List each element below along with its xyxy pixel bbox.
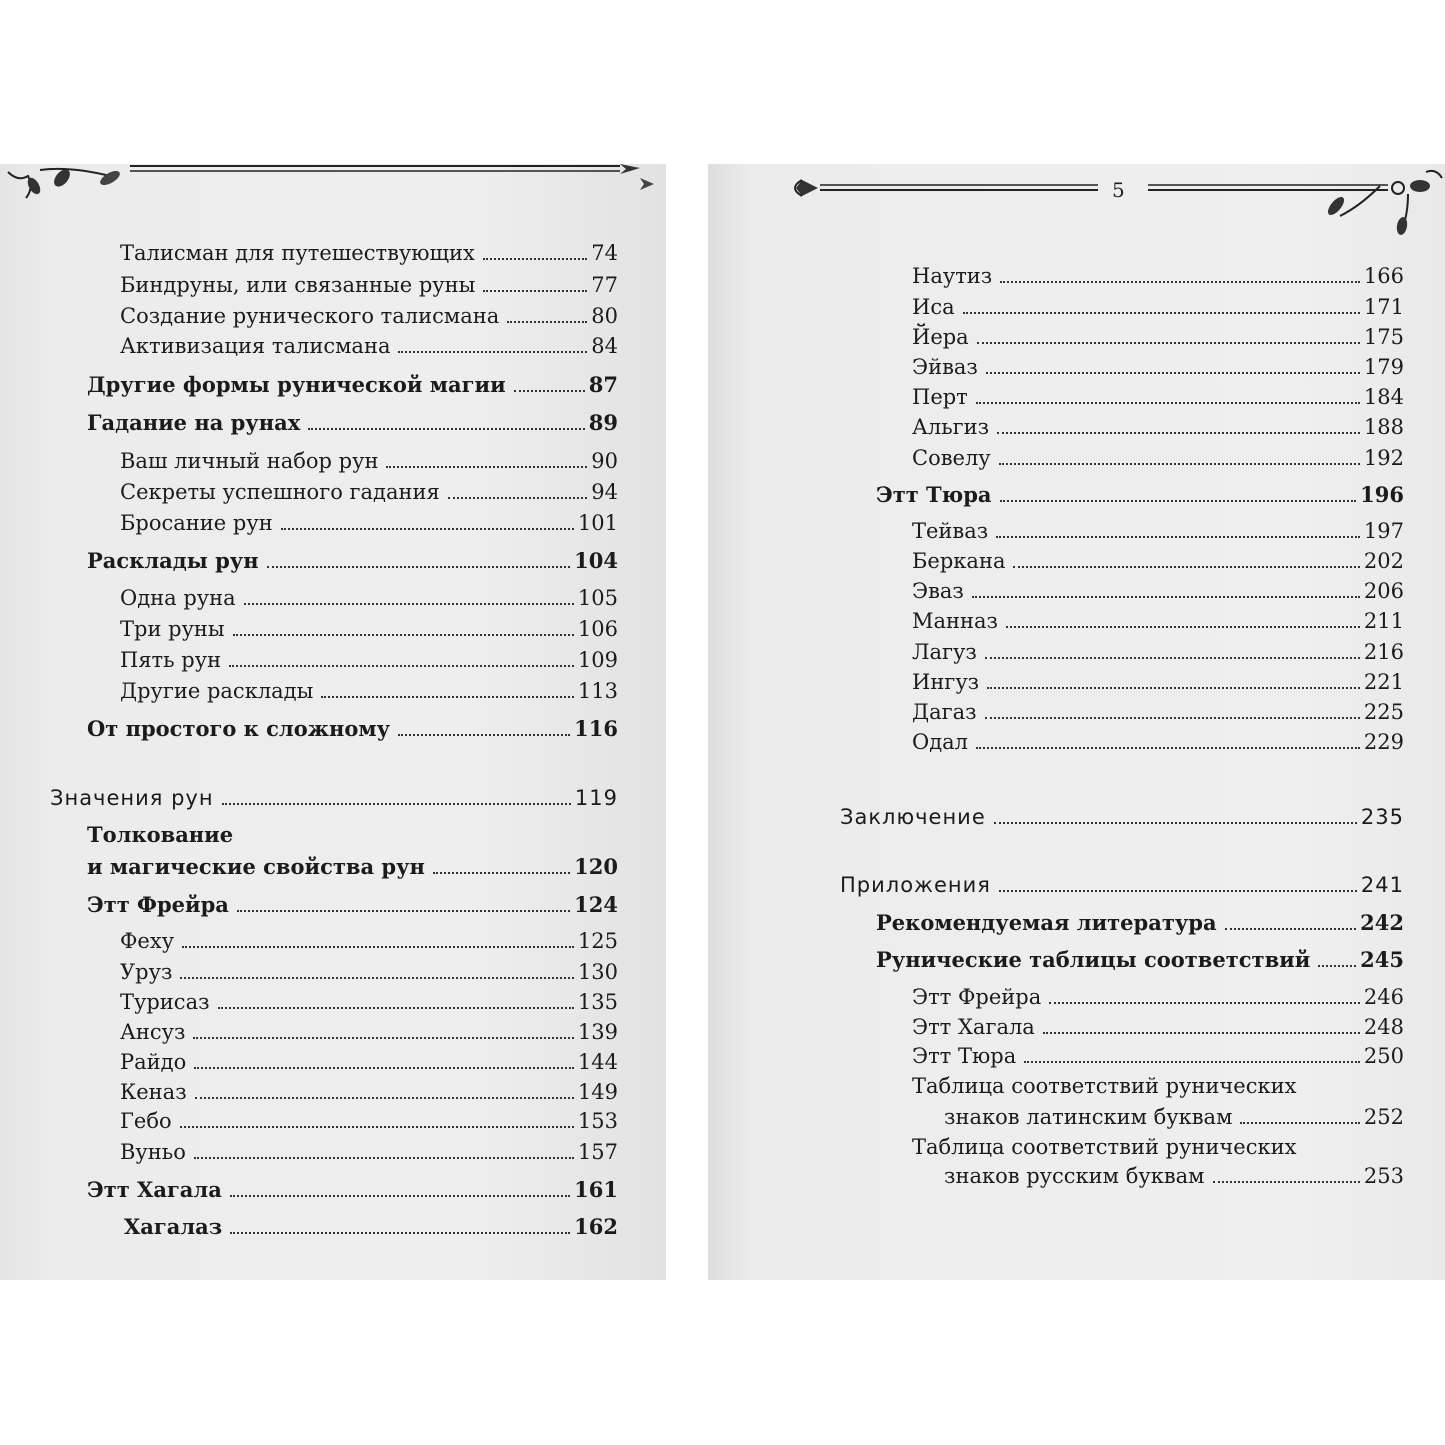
toc-entry-title: Гебо: [120, 1109, 172, 1133]
toc-entry: [120, 1079, 618, 1105]
toc-page-number: 125: [577, 929, 618, 953]
toc-dot-leader: [195, 1097, 574, 1099]
toc-dot-leader: [999, 463, 1360, 465]
toc-dot-leader: [180, 977, 573, 979]
toc-dot-leader: [218, 1007, 574, 1009]
toc-entry: [120, 616, 618, 642]
toc-entry-title: Таблица соответствий рунических: [912, 1074, 1297, 1098]
toc-page-number: 74: [591, 241, 618, 265]
toc-entry: [120, 678, 618, 704]
toc-entry-title: Рекомендуемая литература: [876, 910, 1217, 935]
toc-dot-leader: [448, 497, 588, 499]
toc-page-number: 179: [1363, 355, 1404, 379]
toc-entry: [912, 263, 1404, 289]
toc-entry: [50, 785, 618, 811]
toc-entry-title: Феху: [120, 929, 175, 953]
toc-page-number: 241: [1360, 873, 1404, 897]
toc-dot-leader: [281, 528, 574, 530]
toc-dot-leader: [976, 402, 1360, 404]
toc-dot-leader: [398, 351, 587, 353]
toc-entry-title: Талисман для путешествующих: [120, 241, 475, 265]
toc-page-number: 161: [574, 1177, 618, 1202]
toc-dot-leader: [999, 890, 1357, 892]
toc-entry: [120, 479, 618, 505]
toc-entry: [912, 354, 1404, 380]
toc-entry-title: Беркана: [912, 549, 1006, 573]
toc-entry: [120, 989, 618, 1015]
toc-entry-title: Эйваз: [912, 355, 978, 379]
toc-dot-leader: [514, 390, 585, 392]
toc-entry: [912, 639, 1404, 665]
toc-entry-title: Бросание рун: [120, 511, 273, 535]
toc-entry: [120, 1049, 618, 1075]
toc-dot-leader: [433, 872, 570, 874]
toc-dot-leader: [483, 258, 587, 260]
toc-entry: [912, 445, 1404, 471]
toc-entry-title: Турисаз: [120, 990, 210, 1014]
toc-page-number: 89: [588, 410, 618, 435]
toc-entry-title: Три руны: [120, 617, 225, 641]
toc-dot-leader: [233, 634, 574, 636]
toc-entry: [120, 272, 618, 298]
toc-entry-title: Значения рун: [50, 786, 214, 810]
toc-dot-leader: [244, 603, 574, 605]
toc-entry: [912, 608, 1404, 634]
toc-entry-title: Хагалаз: [124, 1214, 223, 1239]
toc-dot-leader: [987, 687, 1360, 689]
toc-entry-title: Райдо: [120, 1050, 187, 1074]
right-header-ornament-icon: [708, 164, 1445, 244]
toc-entry: [87, 854, 618, 880]
toc-page-number: 202: [1363, 549, 1404, 573]
toc-page-number: 113: [577, 679, 618, 703]
toc-entry: [876, 947, 1404, 973]
toc-entry-title: Лагуз: [912, 640, 977, 664]
toc-dot-leader: [180, 1126, 574, 1128]
toc-entry-title: Создание рунического талисмана: [120, 304, 500, 328]
toc-dot-leader: [1024, 1061, 1360, 1063]
toc-page-number: 120: [574, 854, 618, 879]
toc-page-number: 235: [1360, 805, 1404, 829]
toc-page-number: 119: [574, 786, 618, 810]
toc-page-number: 101: [577, 511, 618, 535]
toc-dot-leader: [1013, 566, 1359, 568]
toc-entry-title: Активизация талисмана: [120, 334, 391, 358]
toc-entry-title: и магические свойства рун: [87, 854, 425, 879]
toc-dot-leader: [321, 696, 574, 698]
toc-entry-title: знаков латинским буквам: [944, 1105, 1233, 1129]
toc-entry: [87, 716, 618, 742]
toc-entry: [87, 892, 618, 918]
page-number: 5: [1112, 178, 1125, 202]
toc-page-number: 229: [1363, 730, 1404, 754]
toc-entry-title: Альгиз: [912, 415, 990, 439]
toc-page-number: 196: [1360, 482, 1404, 507]
toc-entry-title: Этт Тюра: [876, 482, 992, 507]
toc-entry: [124, 1214, 618, 1240]
toc-dot-leader: [977, 342, 1360, 344]
toc-page-number: 77: [591, 273, 618, 297]
toc-entry-title: Биндруны, или связанные руны: [120, 273, 476, 297]
toc-dot-leader: [507, 321, 587, 323]
toc-entry-title: Наутиз: [912, 264, 993, 288]
toc-entry: [120, 647, 618, 673]
toc-entry: [120, 240, 618, 266]
toc-dot-leader: [963, 312, 1360, 314]
toc-page-number: 87: [588, 372, 618, 397]
toc-page-number: 109: [577, 648, 618, 672]
toc-page-number: 242: [1360, 910, 1404, 935]
toc-dot-leader: [194, 1067, 574, 1069]
toc-entry: [912, 324, 1404, 350]
toc-entry-title: Ингуз: [912, 670, 980, 694]
toc-page-number: 80: [591, 304, 618, 328]
toc-entry-title: Ансуз: [120, 1020, 186, 1044]
toc-page-number: 124: [574, 892, 618, 917]
toc-page-number: 105: [577, 586, 618, 610]
toc-page-number: 184: [1363, 385, 1404, 409]
toc-entry: [120, 928, 618, 954]
toc-entry-title: Пять рун: [120, 648, 222, 672]
toc-dot-leader: [994, 822, 1357, 824]
toc-page-number: 139: [577, 1020, 618, 1044]
toc-dot-leader: [1240, 1122, 1360, 1124]
toc-page-number: 188: [1363, 415, 1404, 439]
toc-entry-title: Секреты успешного гадания: [120, 480, 440, 504]
toc-dot-leader: [230, 1195, 570, 1197]
toc-entry-title: Иса: [912, 295, 955, 319]
toc-entry: [912, 729, 1404, 755]
toc-entry: [912, 384, 1404, 410]
toc-page-number: 135: [577, 990, 618, 1014]
left-header-ornament-icon: [0, 160, 666, 210]
toc-entry-title: Толкование: [87, 822, 234, 847]
toc-entry: [840, 804, 1404, 830]
toc-entry-title: Приложения: [840, 873, 991, 897]
toc-entry-title: Другие расклады: [120, 679, 314, 703]
toc-entry: [87, 548, 618, 574]
toc-page-number: 106: [577, 617, 618, 641]
toc-page-number: 221: [1363, 670, 1404, 694]
toc-entry-title: Тейваз: [912, 519, 989, 543]
toc-dot-leader: [222, 803, 571, 805]
toc-dot-leader: [194, 1157, 574, 1159]
toc-entry: [912, 414, 1404, 440]
toc-entry-title: Уруз: [120, 960, 173, 984]
toc-entry: [876, 482, 1404, 508]
toc-entry: [912, 984, 1404, 1010]
toc-dot-leader: [1318, 965, 1356, 967]
toc-page-number: 192: [1363, 446, 1404, 470]
toc-entry: [120, 585, 618, 611]
toc-dot-leader: [1000, 281, 1360, 283]
toc-entry: [120, 959, 618, 985]
toc-page-number: 162: [574, 1214, 618, 1239]
toc-dot-leader: [308, 428, 585, 430]
toc-entry-title: Этт Фрейра: [87, 892, 229, 917]
toc-page-number: 116: [574, 716, 618, 741]
toc-dot-leader: [996, 536, 1360, 538]
toc-page-number: 90: [591, 449, 618, 473]
toc-entry-title: Манназ: [912, 609, 998, 633]
toc-entry: [120, 303, 618, 329]
toc-entry: [912, 1014, 1404, 1040]
toc-page-number: 225: [1363, 700, 1404, 724]
toc-entry-title: Таблица соответствий рунических: [912, 1135, 1297, 1159]
toc-entry: [912, 699, 1404, 725]
toc-entry-title: Йера: [912, 325, 969, 349]
toc-entry-title: Эваз: [912, 579, 964, 603]
toc-entry-title: От простого к сложному: [87, 716, 391, 741]
toc-entry-title: Кеназ: [120, 1080, 187, 1104]
toc-entry-title: Другие формы рунической магии: [87, 372, 506, 397]
toc-dot-leader: [972, 596, 1360, 598]
toc-dot-leader: [483, 290, 587, 292]
toc-dot-leader: [1049, 1002, 1360, 1004]
toc-entry: [120, 1139, 618, 1165]
toc-entry-title: Гадание на рунах: [87, 410, 301, 435]
toc-entry: [912, 548, 1404, 574]
toc-entry-title: Расклады рун: [87, 548, 259, 573]
toc-page-number: 144: [577, 1050, 618, 1074]
toc-page-number: 157: [577, 1140, 618, 1164]
toc-entry: [912, 578, 1404, 604]
toc-page-number: 130: [577, 960, 618, 984]
toc-page-number: 206: [1363, 579, 1404, 603]
toc-entry: [912, 518, 1404, 544]
toc-entry: [87, 372, 618, 398]
toc-dot-leader: [386, 466, 587, 468]
toc-page-number: 94: [591, 480, 618, 504]
toc-entry: [876, 910, 1404, 936]
toc-page-number: 248: [1363, 1015, 1404, 1039]
toc-entry-title: Этт Хагала: [87, 1177, 222, 1202]
toc-entry: [120, 1108, 618, 1134]
toc-entry: [944, 1163, 1404, 1189]
toc-entry: [120, 1019, 618, 1045]
toc-dot-leader: [976, 747, 1360, 749]
toc-entry-title: Вуньо: [120, 1140, 186, 1164]
toc-dot-leader: [398, 734, 570, 736]
toc-page-number: 175: [1363, 325, 1404, 349]
page-gutter: [666, 164, 708, 1280]
toc-entry: [944, 1104, 1404, 1130]
toc-dot-leader: [997, 432, 1360, 434]
toc-page-number: 84: [591, 334, 618, 358]
toc-page-number: 245: [1360, 947, 1404, 972]
toc-entry: [912, 294, 1404, 320]
toc-dot-leader: [193, 1037, 573, 1039]
toc-page-number: 197: [1363, 519, 1404, 543]
toc-entry: [120, 448, 618, 474]
toc-dot-leader: [1006, 626, 1360, 628]
toc-entry: [912, 669, 1404, 695]
toc-entry-title: Совелу: [912, 446, 991, 470]
toc-entry: [912, 1043, 1404, 1069]
toc-page-number: 104: [574, 548, 618, 573]
toc-dot-leader: [985, 717, 1360, 719]
toc-entry: [840, 872, 1404, 898]
toc-entry-title: Перт: [912, 385, 968, 409]
toc-dot-leader: [229, 665, 574, 667]
toc-dot-leader: [986, 372, 1360, 374]
toc-entry-title: Одна руна: [120, 586, 236, 610]
toc-page-number: 253: [1363, 1164, 1404, 1188]
toc-entry-title: Дагаз: [912, 700, 977, 724]
toc-page-number: 149: [577, 1080, 618, 1104]
toc-page-number: 211: [1363, 609, 1404, 633]
toc-entry-title: Этт Хагала: [912, 1015, 1035, 1039]
toc-dot-leader: [237, 910, 570, 912]
toc-dot-leader: [1043, 1032, 1360, 1034]
toc-page-number: 153: [577, 1109, 618, 1133]
toc-page-number: 250: [1363, 1044, 1404, 1068]
toc-page-number: 171: [1363, 295, 1404, 319]
toc-entry-title: Ваш личный набор рун: [120, 449, 379, 473]
toc-entry-title: Этт Фрейра: [912, 985, 1042, 1009]
toc-entry: [120, 510, 618, 536]
toc-dot-leader: [1000, 500, 1357, 502]
toc-entry-title: Одал: [912, 730, 969, 754]
toc-dot-leader: [230, 1232, 570, 1234]
toc-entry-title: Заключение: [840, 805, 986, 829]
toc-entry-title: знаков русским буквам: [944, 1164, 1205, 1188]
toc-dot-leader: [182, 946, 574, 948]
toc-dot-leader: [985, 657, 1360, 659]
toc-page-number: 246: [1363, 985, 1404, 1009]
toc-entry: [120, 333, 618, 359]
toc-dot-leader: [267, 566, 571, 568]
toc-dot-leader: [1225, 928, 1357, 930]
toc-dot-leader: [1213, 1181, 1360, 1183]
toc-entry: [87, 1177, 618, 1203]
toc-page-number: 252: [1363, 1105, 1404, 1129]
toc-page-number: 216: [1363, 640, 1404, 664]
toc-entry-title: Этт Тюра: [912, 1044, 1017, 1068]
toc-page-number: 166: [1363, 264, 1404, 288]
toc-entry: [87, 410, 618, 436]
toc-entry-title: Рунические таблицы соответствий: [876, 947, 1311, 972]
